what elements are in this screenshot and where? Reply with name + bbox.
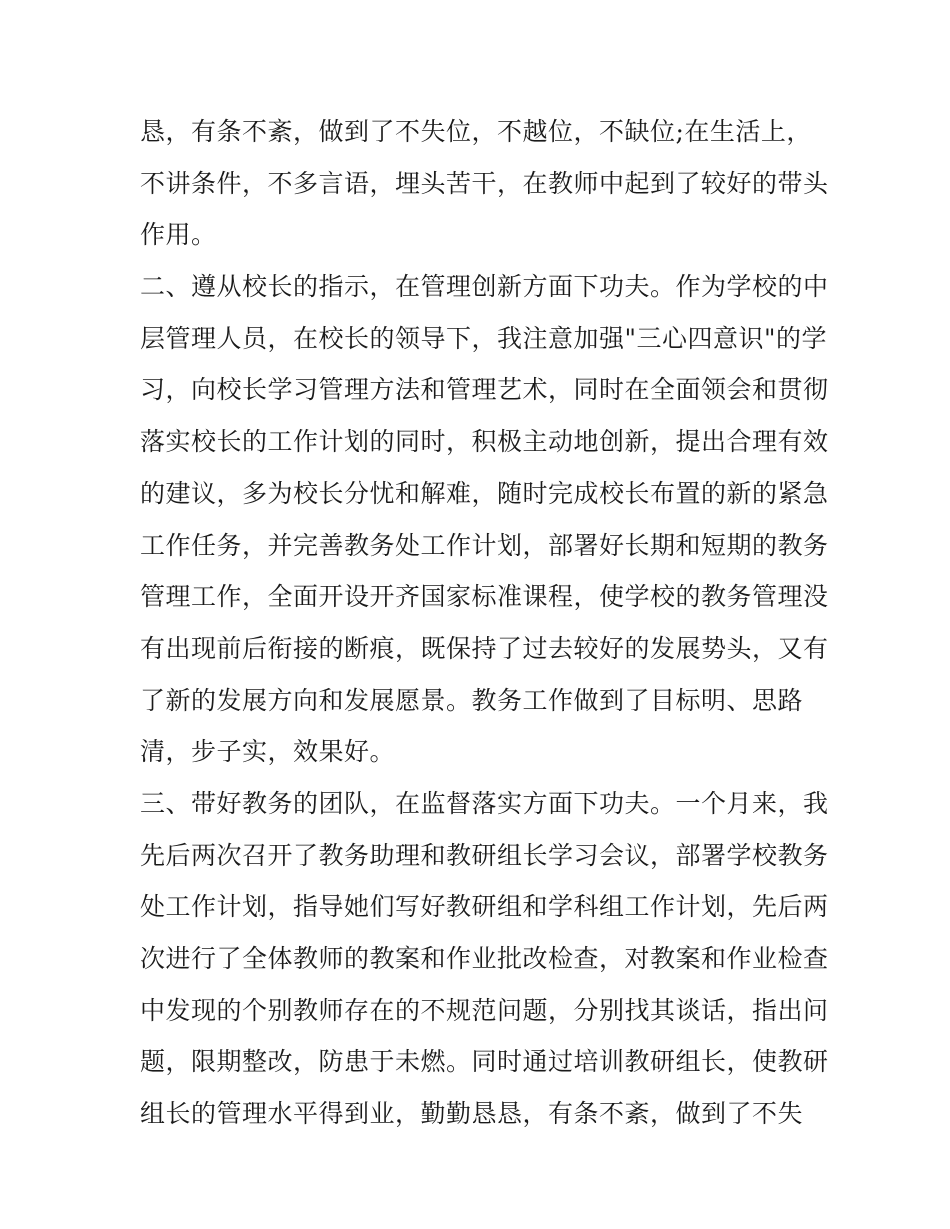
- text-line: 恳，有条不紊，做到了不失位，不越位，不缺位;在生活上，: [140, 117, 812, 146]
- text-line: 不讲条件，不多言语，埋头苦干，在教师中起到了较好的带头: [140, 168, 829, 198]
- text-line: 中发现的个别教师存在的不规范问题，分别找其谈话，指出问: [140, 995, 829, 1025]
- text-line: 落实校长的工作计划的同时，积极主动地创新，提出合理有效: [140, 427, 829, 457]
- text-line: 了新的发展方向和发展愿景。教务工作做到了目标明、思路: [140, 685, 804, 715]
- text-line: 先后两次召开了教务助理和教研组长学习会议，部署学校教务: [140, 840, 829, 870]
- document-body: [140, 106, 829, 1140]
- text-line: 的建议，多为校长分忧和解难，随时完成校长布置的新的紧急: [140, 478, 829, 508]
- text-line: 清，步子实，效果好。: [140, 737, 396, 767]
- text-line: 处工作计划，指导她们写好教研组和学科组工作计划，先后两: [140, 892, 829, 922]
- text-line: 工作任务，并完善教务处工作计划，部署好长期和短期的教务: [140, 530, 829, 560]
- text-line: 题，限期整改，防患于未燃。同时通过培训教研组长，使教研: [140, 1047, 829, 1077]
- text-line: 管理工作，全面开设开齐国家标准课程，使学校的教务管理没: [140, 582, 829, 612]
- text-line: 有出现前后衔接的断痕，既保持了过去较好的发展势头，又有: [140, 633, 829, 663]
- text-line: 组长的管理水平得到业，勤勤恳恳，有条不紊，做到了不失: [140, 1099, 804, 1129]
- text-line: 次进行了全体教师的教案和作业批改检查，对教案和作业检查: [140, 944, 829, 973]
- text-line: 层管理人员，在校长的领导下，我注意加强"三心四意识"的学: [140, 323, 828, 353]
- text-line: 作用。: [140, 220, 217, 250]
- text-line: 三、带好教务的团队，在监督落实方面下功夫。一个月来，我: [140, 788, 829, 818]
- text-line: 二、遵从校长的指示，在管理创新方面下功夫。作为学校的中: [140, 272, 829, 302]
- text-line: 习，向校长学习管理方法和管理艺术，同时在全面领会和贯彻: [140, 375, 829, 405]
